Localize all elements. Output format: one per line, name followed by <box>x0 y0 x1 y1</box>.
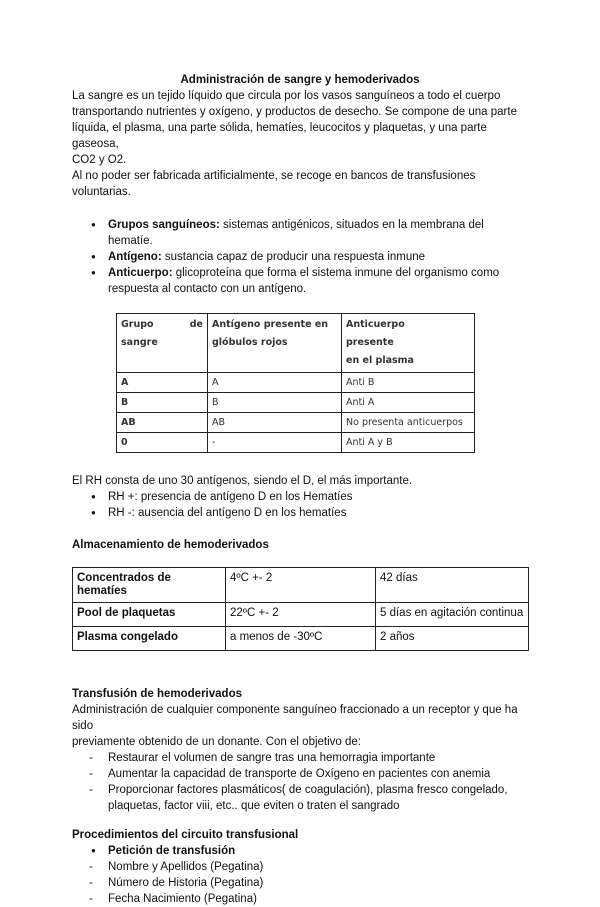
definitions-list <box>72 217 528 297</box>
intro-paragraph-2: Al no poder ser fabricada artificialmente, se recoge en bancos de transfusiones voluntarias. <box>72 170 476 198</box>
list-item: ● RH +: presencia de antígeno D en los Hematíes <box>108 489 528 505</box>
list-item: ● Antígeno: sustancia capaz de producir una respuesta inmune <box>108 249 528 265</box>
table-row: A A Anti B <box>117 373 475 393</box>
table-header-cell: Grupo de sangre <box>117 314 208 373</box>
table-row: Plasma congelado a menos de -30ºC 2 años <box>73 627 529 651</box>
list-item: ● Grupos sanguíneos: sistemas antigénicos, situados en la membrana del hematíe. <box>108 217 528 249</box>
list-item: ● Petición de transfusión <box>108 843 528 859</box>
rh-list <box>72 489 528 521</box>
blood-groups-table <box>116 313 475 453</box>
list-item: ● Anticuerpo: glicoproteína que forma el sistema inmune del organismo como respuesta al contacto con un antígeno. <box>108 265 528 297</box>
rh-intro: El RH consta de uno 30 antígenos, siendo el D, el más importante. <box>72 475 413 487</box>
transfusion-heading: Transfusión de hemoderivados <box>72 688 242 700</box>
transfusion-paragraph: Administración de cualquier componente sanguíneo fraccionado a un receptor y que ha sido <box>72 704 518 732</box>
procedures-heading: Procedimientos del circuito transfusional <box>72 829 299 841</box>
list-item: - Fecha Nacimiento (Pegatina) <box>108 891 528 907</box>
document-title: Administración de sangre y hemoderivados <box>180 74 420 86</box>
list-item: - Proporcionar factores plasmáticos( de coagulación), plasma fresco congelado, plaquetas, factor viii, etc.. que eviten o traten el sangrado <box>108 782 528 814</box>
document-page: Administración de sangre y hemoderivados La sangre es un tejido líquido que circula por los vasos sanguíneos a todo el cuerpo transportando nutrientes y oxígeno, y productos de desecho. Se compone de una parte líquida, el plasma, una parte sólida, hematíes, leucocitos y plaquetas, y una parte gaseosa, CO2 y O2. Al no poder ser fabricada artificialmente, se recoge en bancos de transfusiones voluntarias. ● Grupos sanguíneos: sistemas antigénicos, situados en la membrana del hematíe. ● Antígeno: sustancia capaz de producir una respuesta inmune ● Anticuerpo: glicoproteína que forma el sistema inmune del organismo como respuesta al contacto con un antígeno. Grupo de sangre Antígeno presente en glóbulos rojos Anticuerpo presente en el plasma A A Anti B B B Anti A AB AB No presenta anticuerpos 0 - Anti A y B El RH consta de uno 30 antígenos, siendo el D, el más importante. ● RH +: presencia de antígeno D en los Hematíes ● RH -: ausencia del antígeno D en los hematíes Almacenamiento de hemoderivados Concentrados de hematíes 4ºC +- 2 42 días Pool de plaquetas 22ºC +- 2 5 días en agitación continua Plasma congelado a menos de -30ºC 2 años Transfusión de hemoderivados Administración de cualquier componente sanguíneo fraccionado a un receptor y que ha sido previamente obtenido de un donante. Con el objetivo de: - Restaurar el volumen de sangre tras una hemorragia importante - Aumentar la capacidad de transporte de Oxígeno en pacientes con anemia - Proporcionar factores plasmáticos( de coagulación), plasma fresco congelado, plaquetas, factor viii, etc.. que eviten o traten el sangrado Procedimientos del circuito transfusional ● Petición de transfusión - Nombre y Apellidos (Pegatina) - Número de Historia (Pegatina) - Fecha Nacimiento (Pegatina) <box>72 72 528 907</box>
table-row: Pool de plaquetas 22ºC +- 2 5 días en agitación continua <box>73 603 529 627</box>
table-row: B B Anti A <box>117 393 475 413</box>
list-item: ● RH -: ausencia del antígeno D en los hematíes <box>108 505 528 521</box>
table-header-cell: Anticuerpo presente en el plasma <box>342 314 475 373</box>
list-item: - Nombre y Apellidos (Pegatina) <box>108 859 528 875</box>
storage-table <box>72 567 529 651</box>
list-item: - Aumentar la capacidad de transporte de Oxígeno en pacientes con anemia <box>108 766 528 782</box>
list-item: - Número de Historia (Pegatina) <box>108 875 528 891</box>
table-header-row <box>117 314 475 373</box>
table-header-cell: Antígeno presente en glóbulos rojos <box>208 314 342 373</box>
procedures-bold-list <box>72 843 528 859</box>
storage-heading: Almacenamiento de hemoderivados <box>72 539 269 551</box>
procedures-list <box>72 859 528 907</box>
table-row: AB AB No presenta anticuerpos <box>117 413 475 433</box>
intro-paragraph: La sangre es un tejido líquido que circula por los vasos sanguíneos a todo el cuerpo transportando nutrientes y oxígeno, y productos de desecho. Se compone de una parte líquida, el plasma, una parte sólida, hematíes, leucocitos y plaquetas, y una parte gaseosa, CO2 y O2. <box>72 90 517 166</box>
objectives-list <box>72 750 528 814</box>
list-item: - Restaurar el volumen de sangre tras una hemorragia importante <box>108 750 528 766</box>
table-row: 0 - Anti A y B <box>117 433 475 453</box>
table-row: Concentrados de hematíes 4ºC +- 2 42 días <box>73 568 529 603</box>
